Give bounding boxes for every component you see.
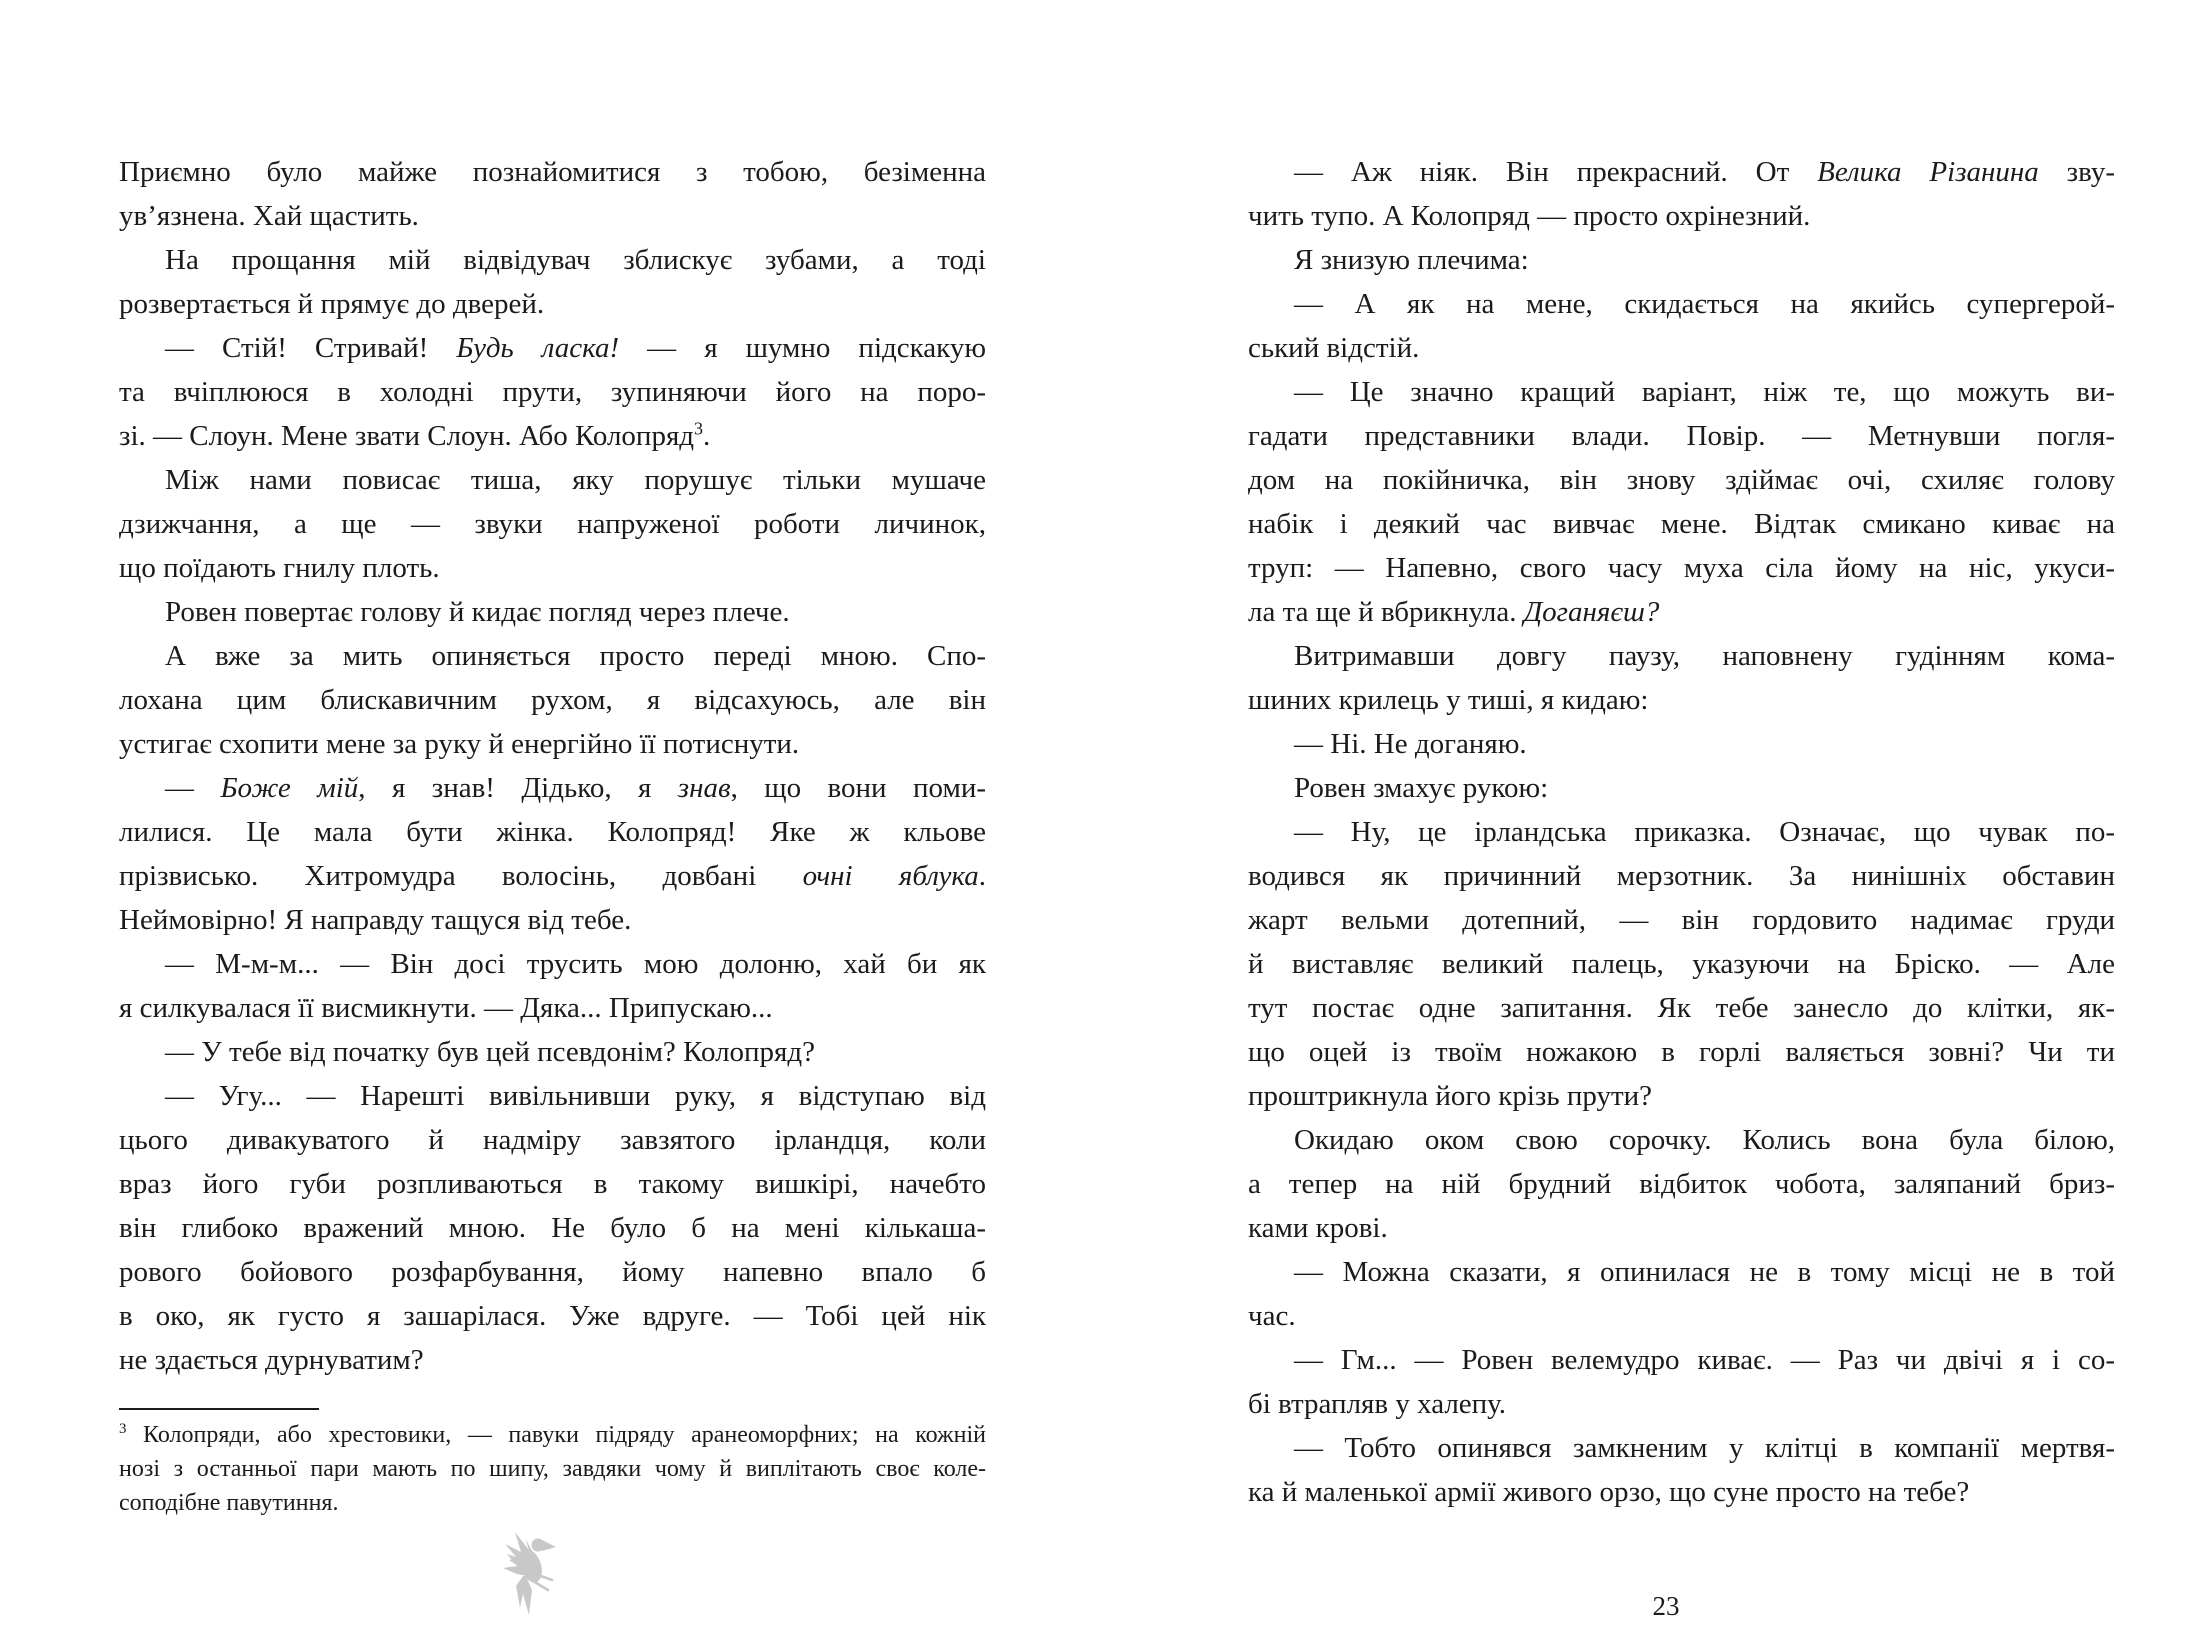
- text-line: — У тебе від початку був цей псевдонім? Колопряд?: [165, 1036, 816, 1068]
- text-line: дом на покійничка, він знову здіймає очі, схиляє голову: [1248, 464, 2115, 496]
- text-line: рового бойового розфарбування, йому напевно впало б: [119, 1256, 986, 1288]
- text-line: набік і деякий час вивчає мене. Відтак смикано киває на: [1248, 508, 2115, 540]
- text-line: цього дивакуватого й надміру завзятого ірландця, коли: [119, 1124, 986, 1156]
- left-page-lines: [119, 150, 986, 1382]
- text-line: ла та ще й вбрикнула. Доганяєш?: [1248, 596, 1660, 628]
- text-line: — Тобто опинявся замкненим у клітці в компанії мертвя-: [1294, 1432, 2115, 1464]
- text-line: — Гм... — Ровен велемудро киває. — Раз чи двічі я і со-: [1294, 1344, 2115, 1376]
- text-line: Ровен змахує рукою:: [1294, 772, 1549, 804]
- text-line: що поїдають гнилу плоть.: [119, 552, 440, 584]
- text-line: я силкувалася її висмикнути. — Дяка... Припускаю...: [119, 992, 773, 1024]
- page-number: 23: [1652, 1591, 1680, 1621]
- text-line: Між нами повисає тиша, яку порушує тільки мушаче: [165, 464, 986, 496]
- text-line: лохана цим блискавичним рухом, я відсахуюсь, але він: [119, 684, 986, 716]
- text-line: — Боже мій, я знав! Дідько, я знав, що вони поми-: [165, 772, 986, 804]
- text-line: лилися. Це мала бути жінка. Колопряд! Яке ж кльове: [119, 816, 986, 848]
- text-line: ками крові.: [1248, 1212, 1388, 1244]
- text-line: Окидаю оком свою сорочку. Колись вона була білою,: [1294, 1124, 2115, 1156]
- text-line: Приємно було майже познайомитися з тобою, безіменна: [119, 156, 986, 188]
- text-line: чить тупо. А Колопряд — просто охрінезний.: [1248, 200, 1811, 232]
- text-line: соподібне павутиння.: [119, 1490, 339, 1516]
- text-line: бі втрапляв у халепу.: [1248, 1388, 1507, 1420]
- text-line: проштрикнула його крізь прути?: [1248, 1080, 1653, 1112]
- text-line: дзижчання, а ще — звуки напруженої роботи личинок,: [119, 508, 986, 540]
- text-line: й виставляє великий палець, указуючи на Бріско. — Але: [1248, 948, 2115, 980]
- text-line: — А як на мене, скидається на якийсь супергерой-: [1294, 288, 2115, 320]
- text-line: — Стій! Стривай! Будь ласка! — я шумно підскакую: [165, 332, 986, 364]
- text-line: труп: — Напевно, свого часу муха сіла йому на ніс, укуси-: [1248, 552, 2115, 584]
- text-line: $^3$ Колопряди, або хрестовики, — павуки підряду аранеоморфних; на кожній: [119, 1421, 986, 1448]
- text-line: в око, як густо я зашарілася. Уже вдруге. — Тобі цей нік: [119, 1300, 986, 1332]
- text-line: він глибоко вражений мною. Не було б на мені кількаша-: [119, 1212, 986, 1244]
- text-line: — Ні. Не доганяю.: [1294, 728, 1527, 760]
- text-line: а тепер на ній брудний відбиток чобота, заляпаний бриз-: [1248, 1168, 2115, 1200]
- text-line: — Це значно кращий варіант, ніж те, що можуть ви-: [1294, 376, 2115, 408]
- text-line: Ровен повертає голову й кидає погляд через плече.: [165, 596, 790, 628]
- text-line: На прощання мій відвідувач зблискує зубами, а тоді: [165, 244, 986, 276]
- text-line: Я знизую плечима:: [1294, 244, 1529, 276]
- text-line: ка й маленької армії живого орзо, що суне просто на тебе?: [1248, 1476, 1970, 1508]
- text-line: нозі з останньої пари мають по шипу, завдяки чому й виплітають своє коле-: [119, 1456, 986, 1482]
- text-line: прізвисько. Хитромудра волосінь, довбані очні яблука.: [119, 860, 986, 892]
- footnote-lines: [119, 1418, 986, 1520]
- footnote-rule: [119, 1408, 319, 1410]
- text-line: враз його губи розпливаються в такому вишкірі, начебто: [119, 1168, 986, 1200]
- text-line: устигає схопити мене за руку й енергійно її потиснути.: [119, 728, 800, 760]
- text-line: — Ну, це ірландська приказка. Означає, що чувак по-: [1294, 816, 2115, 848]
- text-line: — Можна сказати, я опинилася не в тому місці не в той: [1294, 1256, 2115, 1288]
- right-page-lines: [1248, 150, 2115, 1514]
- text-line: — Угу... — Нарешті вивільнивши руку, я відступаю від: [165, 1080, 986, 1112]
- text-line: не здається дурнуватим?: [119, 1344, 424, 1376]
- text-line: гадати представники влади. Повір. — Метнувши погля-: [1248, 420, 2115, 452]
- text-line: та вчіплююся в холодні прути, зупиняючи його на поро-: [119, 376, 986, 408]
- flying-raven-icon: [501, 1528, 559, 1616]
- text-line: розвертається й прямує до дверей.: [119, 288, 545, 320]
- text-line: — М-м-м... — Він досі трусить мою долоню, хай би як: [165, 948, 986, 980]
- text-line: — Аж ніяк. Він прекрасний. От Велика Різанина зву-: [1294, 156, 2115, 188]
- footnote: [119, 1408, 986, 1520]
- text-line: А вже за мить опиняється просто переді мною. Спо-: [165, 640, 986, 672]
- text-line: ський відстій.: [1248, 332, 1420, 364]
- text-line: зі. — Слоун. Мене звати Слоун. Або Колопряд$^3$.: [119, 418, 711, 452]
- text-line: водився як причинний мерзотник. За нинішніх обставин: [1248, 860, 2115, 892]
- text-line: жарт вельми дотепний, — він гордовито надимає груди: [1248, 904, 2115, 936]
- text-line: Витримавши довгу паузу, наповнену гудінням кома-: [1294, 640, 2115, 672]
- text-line: шиних крилець у тиші, я кидаю:: [1248, 684, 1649, 716]
- text-line: що оцей із твоїм ножакою в горлі валяється зовні? Чи ти: [1248, 1036, 2115, 1068]
- text-line: ув’язнена. Хай щастить.: [119, 200, 419, 232]
- text-line: тут постає одне запитання. Як тебе занесло до клітки, як-: [1248, 992, 2115, 1024]
- text-line: час.: [1248, 1300, 1296, 1332]
- text-line: Неймовірно! Я направду тащуся від тебе.: [119, 904, 632, 936]
